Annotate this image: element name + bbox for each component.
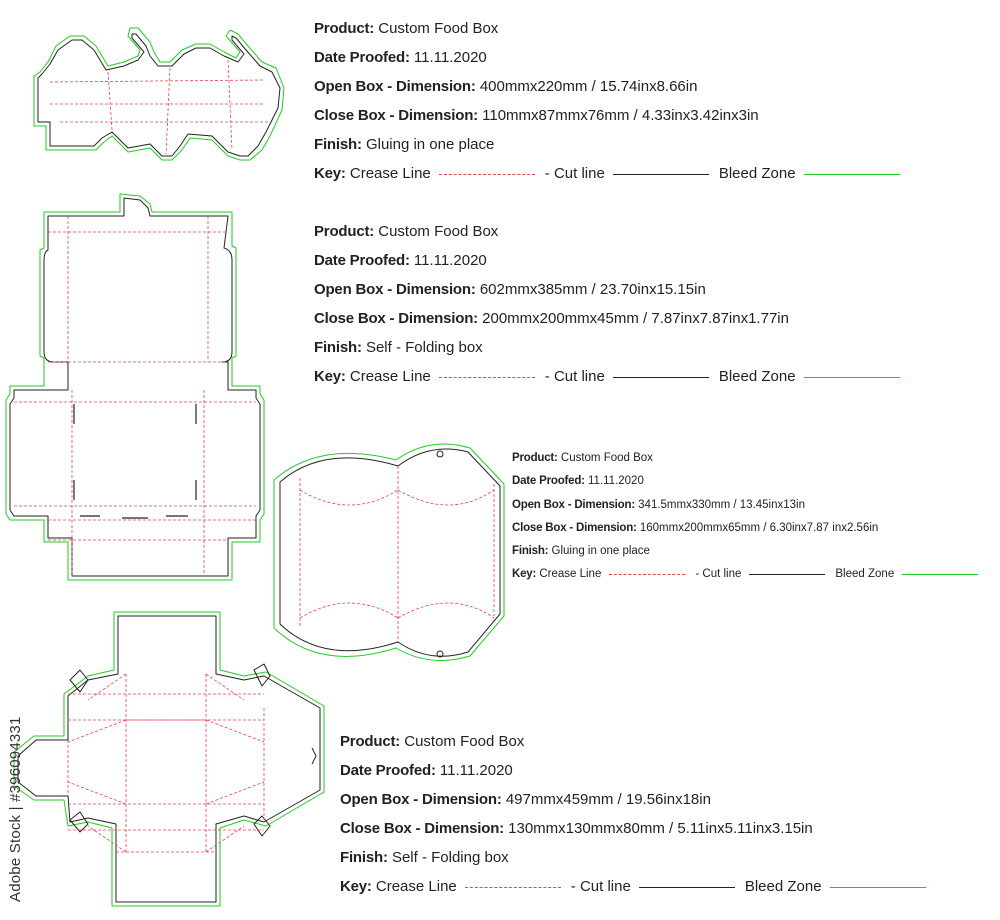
spec-row-key <box>340 879 936 908</box>
crease-line-sample <box>609 574 685 575</box>
bleed-line-sample <box>902 574 978 575</box>
spec-row-close <box>314 311 910 340</box>
dieline-4-tabs <box>70 664 316 836</box>
spec-row-date <box>314 253 910 282</box>
spec-row-finish <box>314 340 910 369</box>
spec-row-key <box>512 569 988 592</box>
spec-row-open <box>314 282 910 311</box>
key-bleed-label: Bleed Zone <box>744 878 822 895</box>
open-value: 341.5mmx330mm / 13.45inx13in <box>638 498 805 511</box>
spec-row-key <box>314 166 910 195</box>
finish-label: Finish: <box>314 136 362 153</box>
crease-line-sample <box>439 174 535 175</box>
product-value: Custom Food Box <box>404 733 525 750</box>
finish-label: Finish: <box>512 545 549 558</box>
spec-row-open <box>314 79 910 108</box>
dieline-1 <box>34 28 284 160</box>
close-label: Close Box - Dimension: <box>512 521 637 534</box>
open-label: Open Box - Dimension: <box>314 78 476 95</box>
dieline-2-bleed <box>6 194 264 580</box>
open-label: Open Box - Dimension: <box>314 281 476 298</box>
close-value: 110mmx87mmx76mm / 4.33inx3.42inx3in <box>482 107 759 124</box>
date-label: Date Proofed: <box>314 49 410 66</box>
date-value: 11.11.2020 <box>439 762 513 779</box>
date-label: Date Proofed: <box>340 762 436 779</box>
product-label: Product: <box>340 733 401 750</box>
dieline-1-creases <box>50 60 270 154</box>
close-label: Close Box - Dimension: <box>314 107 478 124</box>
open-value: 497mmx459mm / 19.56inx18in <box>505 791 711 808</box>
spec-row-date <box>340 763 936 792</box>
date-label: Date Proofed: <box>314 252 410 269</box>
spec-row-date <box>512 476 988 499</box>
key-cut-label: - Cut line <box>695 568 742 581</box>
close-value: 130mmx130mmx80mm / 5.11inx5.11inx3.15in <box>508 820 813 837</box>
spec-row-open <box>340 792 936 821</box>
product-value: Custom Food Box <box>378 20 499 37</box>
date-value: 11.11.2020 <box>413 252 487 269</box>
spec-row-product <box>314 21 910 50</box>
dieline-2-creases <box>14 216 256 576</box>
key-crease-label: Crease Line <box>349 165 431 182</box>
dieline-2-cut <box>10 198 260 576</box>
key-crease-label: Crease Line <box>539 568 602 581</box>
spec-row-product <box>512 453 988 476</box>
key-cut-label: - Cut line <box>544 165 605 182</box>
dieline-3-creases <box>300 466 494 642</box>
open-value: 602mmx385mm / 23.70inx15.15in <box>479 281 706 298</box>
dieline-3-notch-top <box>437 451 443 457</box>
key-cut-label: - Cut line <box>544 368 605 385</box>
key-crease-label: Crease Line <box>349 368 431 385</box>
finish-label: Finish: <box>314 339 362 356</box>
key-label: Key: <box>314 165 346 182</box>
finish-value: Self - Folding box <box>365 339 483 356</box>
open-label: Open Box - Dimension: <box>512 498 635 511</box>
spec-row-date <box>314 50 910 79</box>
product-label: Product: <box>512 452 558 464</box>
spec-row-product <box>314 224 910 253</box>
dieline-1-cut <box>38 34 280 156</box>
key-crease-label: Crease Line <box>375 878 457 895</box>
spec-block-4 <box>340 734 936 908</box>
spec-row-close <box>314 108 910 137</box>
spec-row-key <box>314 369 910 398</box>
key-label: Key: <box>314 368 346 385</box>
stock-watermark-text: Adobe Stock | #396094331 <box>7 716 24 902</box>
dieline-2-slots <box>74 404 196 518</box>
date-value: 11.11.2020 <box>413 49 487 66</box>
dieline-4 <box>14 612 324 906</box>
spec-row-finish <box>314 137 910 166</box>
key-label: Key: <box>512 568 537 581</box>
key-bleed-label: Bleed Zone <box>718 165 796 182</box>
dieline-1-bleed <box>34 28 284 160</box>
key-cut-label: - Cut line <box>570 878 631 895</box>
spec-block-2 <box>314 224 910 398</box>
dieline-4-cut <box>18 616 320 902</box>
spec-row-finish <box>512 546 988 569</box>
cut-line-sample <box>749 574 825 575</box>
close-label: Close Box - Dimension: <box>314 310 478 327</box>
spec-row-finish <box>340 850 936 879</box>
close-value: 160mmx200mmx65mm / 6.30inx7.87 inx2.56in <box>639 521 879 534</box>
spec-block-1 <box>314 21 910 195</box>
close-label: Close Box - Dimension: <box>340 820 504 837</box>
dieline-3 <box>274 444 504 661</box>
spec-row-open <box>512 500 988 523</box>
crease-line-sample <box>439 377 535 378</box>
cut-line-sample <box>639 887 735 888</box>
spec-row-close <box>340 821 936 850</box>
dieline-3-cut <box>280 449 500 656</box>
bleed-line-sample <box>804 174 900 175</box>
product-value: Custom Food Box <box>378 223 499 240</box>
key-bleed-label: Bleed Zone <box>718 368 796 385</box>
dieline-4-bleed <box>14 612 324 906</box>
key-label: Key: <box>340 878 372 895</box>
dieline-4-creases <box>68 674 264 852</box>
crease-line-sample <box>465 887 561 888</box>
finish-value: Gluing in one place <box>551 545 650 558</box>
finish-label: Finish: <box>340 849 388 866</box>
cut-line-sample <box>613 174 709 175</box>
dieline-3-bleed <box>274 444 504 661</box>
finish-value: Gluing in one place <box>365 136 495 153</box>
open-label: Open Box - Dimension: <box>340 791 502 808</box>
spec-row-product <box>340 734 936 763</box>
spec-block-3 <box>512 453 988 593</box>
date-label: Date Proofed: <box>512 475 585 488</box>
date-value: 11.11.2020 <box>588 475 644 488</box>
cut-line-sample <box>613 377 709 378</box>
finish-value: Self - Folding box <box>391 849 509 866</box>
product-label: Product: <box>314 223 375 240</box>
dieline-2 <box>6 194 264 580</box>
close-value: 200mmx200mmx45mm / 7.87inx7.87inx1.77in <box>482 310 789 327</box>
bleed-line-sample <box>830 887 926 888</box>
key-bleed-label: Bleed Zone <box>835 568 895 581</box>
product-value: Custom Food Box <box>560 452 653 464</box>
open-value: 400mmx220mm / 15.74inx8.66in <box>479 78 698 95</box>
product-label: Product: <box>314 20 375 37</box>
bleed-line-sample <box>804 377 900 378</box>
spec-row-close <box>512 523 988 546</box>
